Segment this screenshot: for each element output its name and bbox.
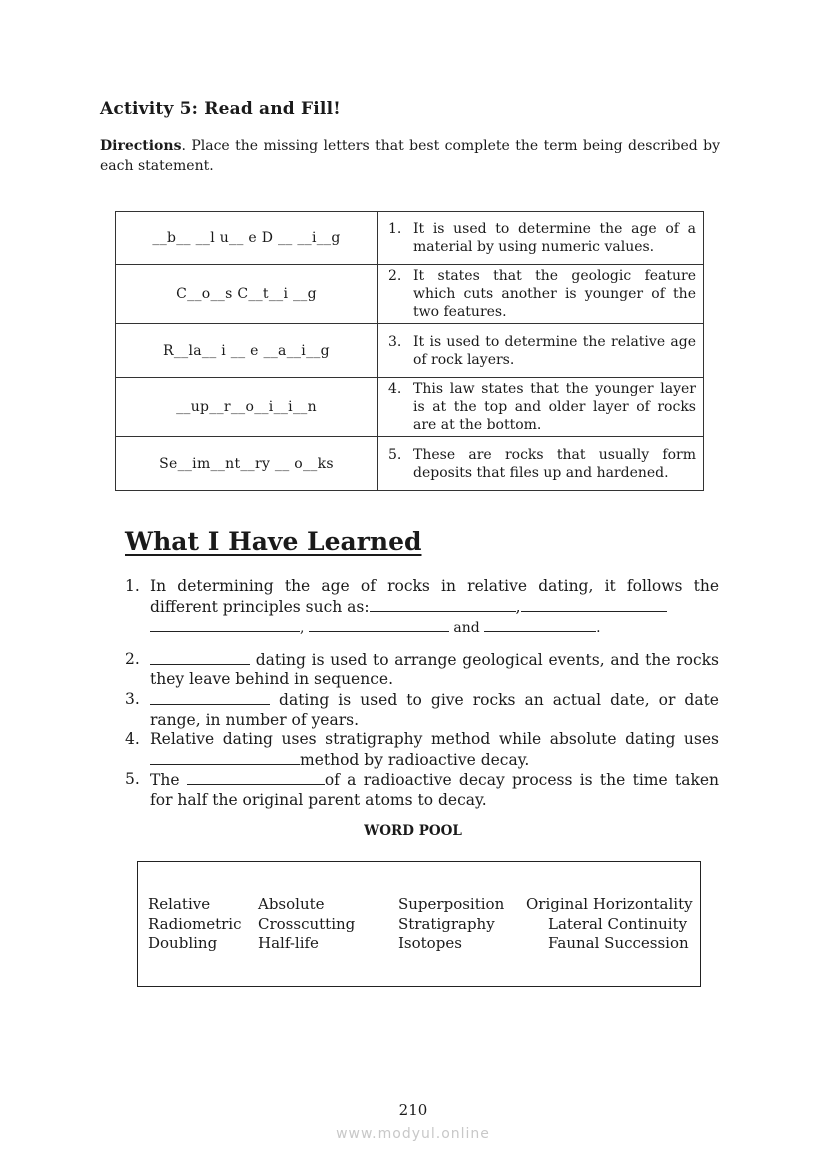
table-row — [116, 324, 704, 378]
missing-letter-term: C__o__s C__t__i __g — [116, 265, 378, 324]
missing-letter-term: __up__r__o__i__i__n — [116, 378, 378, 437]
item-text: Relative dating uses stratigraphy method while absolute dating uses — [150, 730, 719, 749]
description-number: 2. — [388, 268, 402, 284]
description-number: 4. — [388, 381, 402, 397]
word-pool-item: Original Horizontality — [526, 895, 693, 913]
word-pool-item: Doubling — [148, 934, 218, 952]
word-pool-item: Faunal Succession — [548, 934, 689, 952]
word-pool-box — [137, 861, 701, 987]
word-pool-item: Isotopes — [398, 934, 462, 952]
directions — [100, 136, 720, 176]
list-item — [125, 577, 719, 639]
missing-letter-term: R__la__ i __ e __a__i__g — [116, 324, 378, 378]
list-item — [125, 730, 719, 770]
word-pool-item: Half-life — [258, 934, 319, 952]
answer-blank[interactable] — [521, 597, 667, 612]
answer-blank[interactable] — [150, 617, 300, 632]
description-text: This law states that the younger layer is at the top and older layer of rocks are at the bottom. — [413, 381, 696, 433]
directions-text: . Place the missing letters that best complete the term being described by each statement. — [100, 138, 720, 174]
term-description — [378, 212, 704, 265]
comma: , — [300, 620, 305, 637]
learned-list — [125, 577, 719, 811]
term-description — [378, 324, 704, 378]
answer-blank[interactable] — [150, 690, 270, 705]
missing-letter-term: Se__im__nt__ry __ o__ks — [116, 437, 378, 491]
word-pool-item: Superposition — [398, 895, 505, 913]
word-pool-item: Radiometric — [148, 915, 242, 933]
item-text: dating is used to arrange geological events, and the rocks they leave behind in sequence. — [150, 650, 719, 689]
section-title: What I Have Learned — [125, 527, 422, 556]
word-pool-item: Stratigraphy — [398, 915, 495, 933]
description-text: These are rocks that usually form deposits that files up and hardened. — [413, 446, 696, 481]
description-number: 3. — [388, 333, 402, 350]
answer-blank[interactable] — [150, 650, 250, 665]
word-pool-item: Absolute — [258, 895, 325, 913]
item-text: In determining the age of rocks in relative dating, it follows the different principles such as: — [150, 577, 719, 616]
item-number: 1. — [125, 577, 140, 595]
item-number: 4. — [125, 730, 140, 749]
list-item — [125, 690, 719, 730]
description-text: It is used to determine the age of a material by using numeric values. — [413, 221, 696, 255]
missing-letter-term: __b__ __l u__ e D __ __i__g — [116, 212, 378, 265]
description-number: 5. — [388, 446, 402, 463]
fill-table — [115, 211, 704, 491]
item-number: 2. — [125, 649, 140, 668]
watermark: www.modyul.online — [336, 1126, 490, 1142]
term-description — [378, 265, 704, 324]
answer-blank[interactable] — [150, 750, 300, 765]
item-number: 3. — [125, 689, 140, 708]
table-row — [116, 265, 704, 324]
table-row — [116, 212, 704, 265]
list-item — [125, 770, 719, 810]
table-row — [116, 378, 704, 437]
item-text: The — [150, 771, 180, 790]
description-text: It states that the geologic feature which cuts another is younger of the two features. — [413, 268, 696, 320]
answer-blank[interactable] — [187, 770, 325, 785]
table-row — [116, 437, 704, 491]
answer-blank[interactable] — [309, 617, 449, 632]
page-number: 210 — [398, 1101, 428, 1119]
comma: , — [515, 597, 521, 616]
directions-label: Directions — [100, 138, 182, 154]
and-text: and — [453, 620, 480, 637]
item-text: of a radioactive decay process is the time taken for half the original parent atoms to decay. — [150, 771, 719, 809]
word-pool-item: Relative — [148, 895, 211, 913]
period: . — [596, 620, 601, 637]
answer-blank[interactable] — [484, 617, 596, 632]
list-item — [125, 650, 719, 690]
activity-title: Activity 5: Read and Fill! — [100, 99, 341, 119]
description-text: It is used to determine the relative age of rock layers. — [413, 333, 696, 368]
word-pool-item: Lateral Continuity — [548, 915, 688, 933]
description-number: 1. — [388, 221, 402, 237]
item-text: method by radioactive decay. — [300, 750, 530, 769]
item-text: dating is used to give rocks an actual date, or date range, in number of years. — [150, 690, 719, 729]
word-pool-item: Crosscutting — [258, 915, 356, 933]
term-description — [378, 437, 704, 491]
term-description — [378, 378, 704, 437]
answer-blank[interactable] — [370, 597, 516, 612]
word-pool-title: WORD POOL — [364, 823, 462, 839]
item-number: 5. — [125, 770, 140, 789]
